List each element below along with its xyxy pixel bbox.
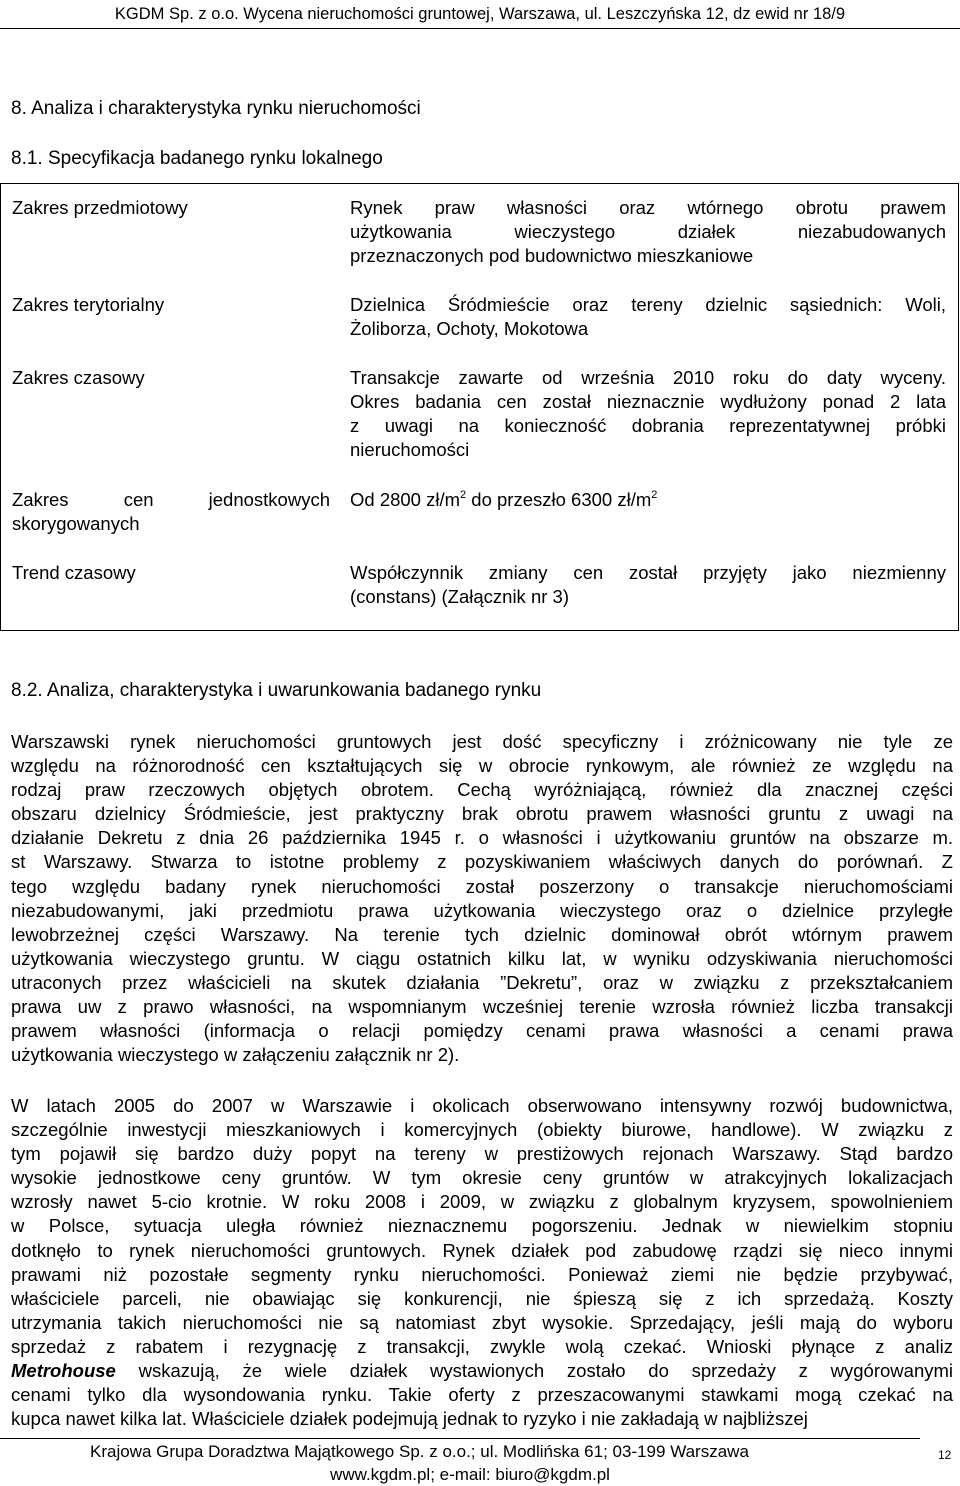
header-divider <box>0 28 960 29</box>
section-heading-8-1: 8.1. Specyfikacja badanego rynku lokalnego <box>11 148 383 169</box>
paragraph-line: wysokie jednostkowe ceny gruntów. W tym okresie ceny gruntów w atrakcyjnych lokalizacjach <box>11 1167 953 1189</box>
spec-label: Zakres czasowy <box>12 367 145 388</box>
paragraph-line: względu na różnorodność cen kształtujących się w obrocie rynkowym, ale również ze względu na <box>11 755 953 777</box>
paragraph-market-specifics <box>11 730 953 1067</box>
paragraph-line: prawem własności (informacja o relacji pomiędzy cenami prawa własności a cenami prawa <box>11 1020 953 1042</box>
paragraph-line: użytkowania wieczystego gruntu. W ciągu ostatnich kilku lat, w wyniku odzyskiwania nieruchomości <box>11 947 953 969</box>
paragraph-line: użytkowania wieczystego w załączeniu załącznik nr 2). <box>11 1044 460 1066</box>
paragraph-line: obszaru dzielnicy Śródmieście, jest praktyczny brak obrotu prawem własności gruntu z uwagi na <box>11 803 953 825</box>
emphasized-text: Metrohouse <box>11 1360 116 1382</box>
paragraph-line: prawa uw z prawo własności, na wspomnianym wcześniej terenie wzrosła również liczba transakcji <box>11 996 953 1018</box>
footer-contact: www.kgdm.pl; e-mail: biuro@kgdm.pl <box>330 1465 610 1484</box>
spec-value: Rynek praw własności oraz wtórnego obrotu prawem użytkowania wieczystego działek niezabudowanych przeznaczonych pod budownictwo mieszkaniowe <box>350 197 946 266</box>
paragraph-line: Metrohouse wskazują, że wiele działek wystawionych zostało do sprzedaży z wygórowanymi <box>11 1360 953 1382</box>
paragraph-line: tego względu badany rynek nieruchomości został poszerzony o transakcje nieruchomościami <box>11 875 953 897</box>
spec-label: Zakres cen jednostkowych skorygowanych <box>12 489 330 534</box>
paragraph-line: prawami niż pozostałe segmenty rynku nieruchomości. Ponieważ ziemi nie będzie przybywać, <box>11 1263 953 1285</box>
paragraph-line: kupca nawet kilka lat. Właściciele działek podejmują jednak to ryzyko i nie zakładają w najbliższej <box>11 1408 808 1430</box>
footer-divider <box>0 1438 920 1439</box>
paragraph-line: cenami tylko dla wysondowania rynku. Takie oferty z przeszacowanymi stawkami mogą czekać na <box>11 1384 953 1406</box>
spec-value: Współczynnik zmiany cen został przyjęty jako niezmienny (constans) (Załącznik nr 3) <box>350 562 946 607</box>
paragraph-line: dotknęło to rynek nieruchomości gruntowych. Rynek działek pod zabudowę rządzi się nieco innymi <box>11 1239 953 1261</box>
paragraph-line: właściciele parceli, nie obawiając się konkurencji, nie śpieszą się z ich sprzedażą. Koszty <box>11 1287 953 1309</box>
footer-company: Krajowa Grupa Doradztwa Majątkowego Sp. z o.o.; ul. Modlińska 61; 03-199 Warszawa <box>90 1442 749 1461</box>
paragraph-line: niezabudowanymi, jaki przedmiotu prawa użytkowania wieczystego oraz o dzielnice przyległe <box>11 899 953 921</box>
paragraph-line: w Polsce, sytuacja uległa również nieznacznemu pogorszeniu. Jednak w niewielkim stopniu <box>11 1215 953 1237</box>
spec-label: Zakres przedmiotowy <box>12 197 188 218</box>
paragraph-line: działanie Dekretu z dnia 26 października 1945 r. o własności i użytkowaniu gruntów na obszarze m. <box>11 827 953 849</box>
paragraph-line: sprzedaż z rabatem i rezygnację z transakcji, zwykle wolą czekać. Wnioski płynące z analiz <box>11 1335 953 1357</box>
paragraph-line: W latach 2005 do 2007 w Warszawie i okolicach obserwowano intensywny rozwój budownictwa, <box>11 1095 953 1116</box>
spec-value: Od 2800 $zł/m^2$ do przeszło 6300 $zł/m^2$ <box>350 489 658 510</box>
spec-value: Dzielnica Śródmieście oraz tereny dzielnic sąsiednich: Woli, Żoliborza, Ochoty, Mokotowa <box>350 294 946 339</box>
section-heading-8: 8. Analiza i charakterystyka rynku nieruchomości <box>11 98 421 119</box>
paragraph-line: st Warszawy. Stwarza to istotne problemy z pozyskiwaniem właściwych danych do porównań. Z <box>11 851 953 873</box>
paragraph-line: wzrosły nawet 5-cio krotnie. W roku 2008 i 2009, w związku z globalnym kryzysem, spowolnieniem <box>11 1191 953 1213</box>
paragraph-line: utraconych przez właścicieli na skutek działania ”Dekretu”, oraz w związku z przekształcaniem <box>11 971 953 993</box>
spec-value: Transakcje zawarte od września 2010 roku do daty wyceny. Okres badania cen został nieznacznie wydłużony ponad 2 lata z uwagi na konieczność dobrania reprezentatywnej próbki nieruchomości <box>350 367 946 460</box>
paragraph-line: Warszawski rynek nieruchomości gruntowych jest dość specyficzny i zróżnicowany nie tyle ze <box>11 731 953 752</box>
paragraph-line: szczególnie inwestycji mieszkaniowych i komercyjnych (obiekty biurowe, handlowe). W związku z <box>11 1119 953 1141</box>
spec-label: Zakres terytorialny <box>12 294 165 315</box>
spec-label: Trend czasowy <box>12 562 136 583</box>
page-number: 12 <box>938 1448 952 1462</box>
section-heading-8-2: 8.2. Analiza, charakterystyka i uwarunkowania badanego rynku <box>11 680 542 701</box>
paragraph-market-trends <box>11 1094 953 1431</box>
spec-table <box>0 183 959 631</box>
paragraph-line: lewobrzeżnej części Warszawy. Na terenie tych dzielnic dominował obrót wtórnym prawem <box>11 923 953 945</box>
page-header: KGDM Sp. z o.o. Wycena nieruchomości gruntowej, Warszawa, ul. Leszczyńska 12, dz ewid nr 18/9 <box>114 5 846 23</box>
paragraph-line: rodzaj praw rzeczowych objętych obrotem. Cechą wyróżniającą, również dla znacznej części <box>11 779 953 801</box>
paragraph-line: utrzymania takich nieruchomości nie są natomiast zbyt wysokie. Sprzedający, jeśli mają do wyboru <box>11 1311 953 1333</box>
paragraph-line: tym pojawił się bardzo duży popyt na tereny w prestiżowych rejonach Warszawy. Stąd bardzo <box>11 1143 953 1165</box>
